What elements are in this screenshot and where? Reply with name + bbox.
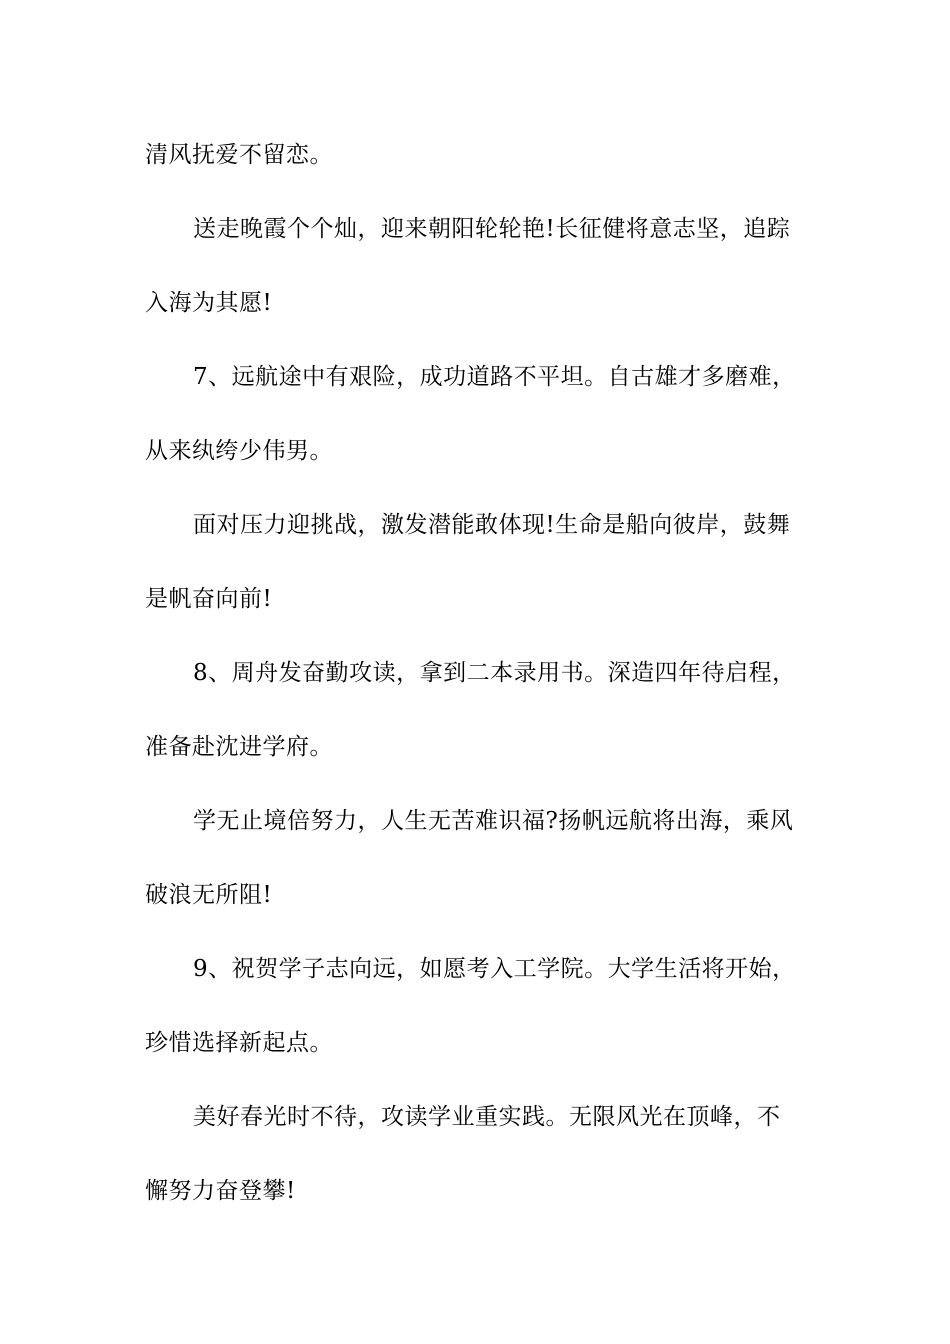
- text-line-continuation: 破浪无所阻!: [145, 882, 273, 908]
- paragraph-first-line-item-7: 7、远航途中有艰险，成功道路不平坦。自古雄才多磨难，: [193, 364, 796, 390]
- text-line-continuation: 是帆奋向前!: [145, 586, 273, 612]
- text-line-continuation: 从来纨绔少伟男。: [145, 438, 333, 464]
- text-line-continuation: 珍惜选择新起点。: [145, 1030, 333, 1056]
- document-body: [145, 118, 809, 1228]
- text-line-continuation: 懈努力奋登攀!: [145, 1178, 296, 1204]
- text-line-continuation: 入海为其愿!: [145, 290, 273, 316]
- paragraph-first-line: 学无止境倍努力，人生无苦难识福?扬帆远航将出海，乘风: [193, 808, 794, 834]
- paragraph-first-line-item-9: 9、祝贺学子志向远，如愿考入工学院。大学生活将开始，: [193, 956, 796, 982]
- text-line-continuation: 准备赴沈进学府。: [145, 734, 333, 760]
- paragraph-first-line-item-8: 8、周舟发奋勤攻读，拿到二本录用书。深造四年待启程，: [193, 660, 796, 686]
- paragraph-first-line: 送走晚霞个个灿，迎来朝阳轮轮艳!长征健将意志坚，追踪: [193, 216, 791, 242]
- paragraph-first-line: 面对压力迎挑战，激发潜能敢体现!生命是船向彼岸，鼓舞: [193, 512, 791, 538]
- paragraph-first-line: 美好春光时不待，攻读学业重实践。无限风光在顶峰，不: [193, 1104, 781, 1130]
- text-line-continuation: 清风抚爱不留恋。: [145, 142, 333, 168]
